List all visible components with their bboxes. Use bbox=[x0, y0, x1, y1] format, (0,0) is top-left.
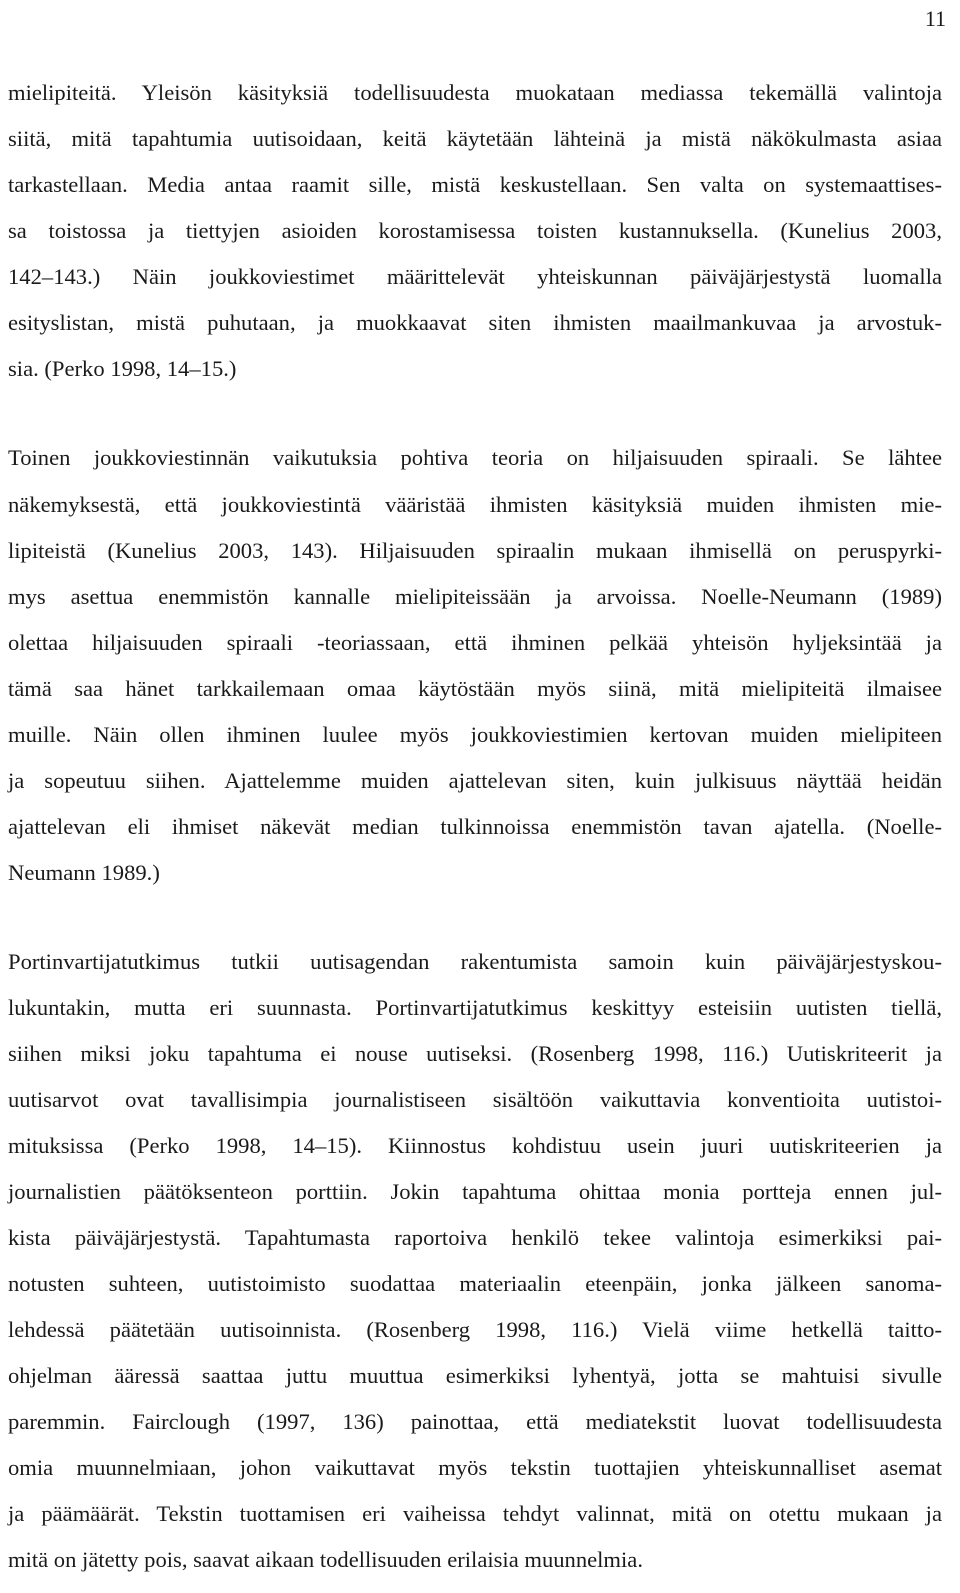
text-line: Neumann 1989.) bbox=[8, 860, 160, 885]
text-line: muille. Näin ollen ihminen luulee myös joukkoviestimien kertovan muiden mielipiteen bbox=[8, 722, 942, 747]
text-line: Portinvartijatutkimus tutkii uutisagendan rakentumista samoin kuin päiväjärjestyskou- bbox=[8, 949, 942, 974]
text-line: Toinen joukkoviestinnän vaikutuksia pohtiva teoria on hiljaisuuden spiraali. Se lähtee bbox=[8, 445, 942, 470]
text-line: notusten suhteen, uutistoimisto suodattaa materiaalin eteenpäin, jonka jälkeen sanoma- bbox=[8, 1271, 942, 1296]
text-line: lipiteistä (Kunelius 2003, 143). Hiljaisuuden spiraalin mukaan ihmisellä on peruspyrki- bbox=[8, 538, 942, 563]
text-line: mituksissa (Perko 1998, 14–15). Kiinnostus kohdistuu usein juuri uutiskriteerien ja bbox=[8, 1133, 942, 1158]
text-line: lukuntakin, mutta eri suunnasta. Portinvartijatutkimus keskittyy esteisiin uutisten tiellä, bbox=[8, 995, 942, 1020]
text-line: mielipiteitä. Yleisön käsityksiä todellisuudesta muokataan mediassa tekemällä valintoja bbox=[8, 80, 942, 105]
text-line: mys asettua enemmistön kannalle mielipiteissään ja arvoissa. Noelle-Neumann (1989) bbox=[8, 584, 942, 609]
text-line: paremmin. Fairclough (1997, 136) painottaa, että mediatekstit luovat todellisuudesta bbox=[8, 1409, 942, 1434]
text-line: sa toistossa ja tiettyjen asioiden korostamisessa toisten kustannuksella. (Kunelius 2003, bbox=[8, 218, 942, 243]
text-line: omia muunnelmiaan, johon vaikuttavat myös tekstin tuottajien yhteiskunnalliset asemat bbox=[8, 1455, 942, 1480]
page-number: 11 bbox=[924, 6, 946, 31]
text-line: olettaa hiljaisuuden spiraali -teoriassaan, että ihminen pelkää yhteisön hyljeksintää ja bbox=[8, 630, 942, 655]
text-line: mitä on jätetty pois, saavat aikaan todellisuuden erilaisia muunnelmia. bbox=[8, 1547, 643, 1572]
text-line: uutisarvot ovat tavallisimpia journalistiseen sisältöön vaikuttavia konventioita uutistoi- bbox=[8, 1087, 942, 1112]
text-line: ja sopeutuu siihen. Ajattelemme muiden ajattelevan siten, kuin julkisuus näyttää heidän bbox=[8, 768, 942, 793]
text-line: sia. (Perko 1998, 14–15.) bbox=[8, 356, 237, 381]
text-line: tarkastellaan. Media antaa raamit sille, mistä keskustellaan. Sen valta on systemaattises- bbox=[8, 172, 942, 197]
text-line: näkemyksestä, että joukkoviestintä vääristää ihmisten käsityksiä muiden ihmisten mie- bbox=[8, 492, 942, 517]
text-line: journalistien päätöksenteon porttiin. Jokin tapahtuma ohittaa monia portteja ennen jul- bbox=[8, 1179, 942, 1204]
text-line: ohjelman ääressä saattaa juttu muuttua esimerkiksi lyhentyä, jotta se mahtuisi sivulle bbox=[8, 1363, 942, 1388]
text-line: tämä saa hänet tarkkailemaan omaa käytöstään myös siinä, mitä mielipiteitä ilmaisee bbox=[8, 676, 942, 701]
text-line: kista päiväjärjestystä. Tapahtumasta raportoiva henkilö tekee valintoja esimerkiksi pai- bbox=[8, 1225, 942, 1250]
text-line: siihen miksi joku tapahtuma ei nouse uutiseksi. (Rosenberg 1998, 116.) Uutiskriteerit ja bbox=[8, 1041, 942, 1066]
text-line: esityslistan, mistä puhutaan, ja muokkaavat siten ihmisten maailmankuvaa ja arvostuk- bbox=[8, 310, 942, 335]
text-line: ajattelevan eli ihmiset näkevät median tulkinnoissa enemmistön tavan ajatella. (Noelle- bbox=[8, 814, 942, 839]
text-line: lehdessä päätetään uutisoinnista. (Rosenberg 1998, 116.) Vielä viime hetkellä taitto- bbox=[8, 1317, 942, 1342]
text-line: siitä, mitä tapahtumia uutisoidaan, keitä käytetään lähteinä ja mistä näkökulmasta asiaa bbox=[8, 126, 942, 151]
text-line: ja päämäärät. Tekstin tuottamisen eri vaiheissa tehdyt valinnat, mitä on otettu mukaan ja bbox=[8, 1501, 942, 1526]
text-line: 142–143.) Näin joukkoviestimet määrittelevät yhteiskunnan päiväjärjestystä luomalla bbox=[8, 264, 942, 289]
